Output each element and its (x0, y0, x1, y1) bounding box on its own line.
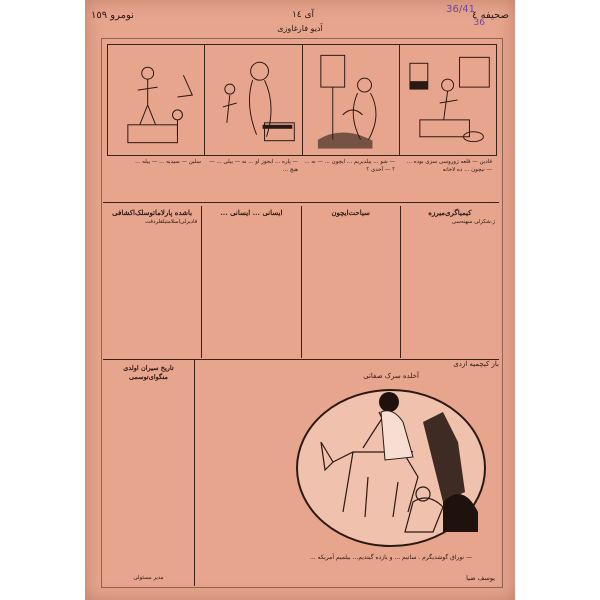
lower-heading: باز کیچمیه ازدی (453, 360, 499, 368)
issue-date: آی ١٤ (291, 10, 315, 20)
editor-label: مدیر مسئولی (133, 574, 164, 581)
column-1-title: کیمیاگری‌میرزه (428, 208, 472, 217)
handwritten-note: 36/41 (446, 4, 475, 15)
comic-panel-2 (205, 45, 302, 155)
comic-panel-3 (303, 45, 400, 155)
handwritten-note-2: 36 (473, 18, 485, 28)
comic-captions (107, 156, 495, 196)
left-column-title: تاریخ سیران اولدی (123, 364, 174, 372)
page-footer (107, 574, 495, 582)
column-2-title: سیاحت‌ایچون (331, 208, 370, 217)
column-2 (301, 206, 400, 358)
illustration-title: آخلده سرک صفاتی (363, 372, 419, 380)
caption-4: سلین — سیدیه ... — پیله ... (135, 159, 201, 165)
column-4-subtitle: قادیرلی‌اسلامتیلقلر‌دقت (145, 219, 198, 226)
comic-panel-1 (108, 45, 205, 155)
caption-3: — پاره ... ایجوز او ... نه — بیلی ... — هیچ ... (209, 159, 298, 173)
column-3-title: ایسانی ... ایسانی ... (220, 208, 283, 217)
newspaper-page (85, 0, 515, 600)
column-1 (400, 206, 499, 358)
divider (103, 202, 499, 203)
issue-number: نومرو ١٥٩ (91, 9, 134, 21)
comic-panel-4 (400, 45, 496, 155)
caption-2: — شو ... ییلدیریم ... ایچون ... — نه ... ؟ — آخدی ؟ (304, 159, 395, 173)
page-number: صحیفه ٤ (472, 9, 509, 21)
article-columns (103, 206, 499, 358)
column-3 (201, 206, 300, 358)
column-1-subtitle: ژ.شکرلی سهنه‌سی (451, 219, 495, 226)
footer-signature: یوسف ضیا (466, 574, 495, 582)
caption-1: قادین — قلعه ژوروسی سزی بوده ... — نیچون ... ده لاخاته (406, 159, 492, 173)
column-4-title: باشده پارلاماتوسلک‌اکشافی (112, 208, 193, 217)
illustration-caption: — توراق گوشدیگرم . ساتیم ... و یازده گیتدیم... بیلمیم آمریکه ... (309, 554, 473, 561)
left-column-title-2: منگو‌ای‌توسمی (128, 373, 169, 382)
publication-subtitle: آدیو فارغاوزی (277, 24, 323, 33)
donkey-illustration (293, 382, 489, 552)
comic-strip (107, 44, 497, 156)
column-4 (103, 206, 201, 358)
left-column (103, 360, 195, 586)
